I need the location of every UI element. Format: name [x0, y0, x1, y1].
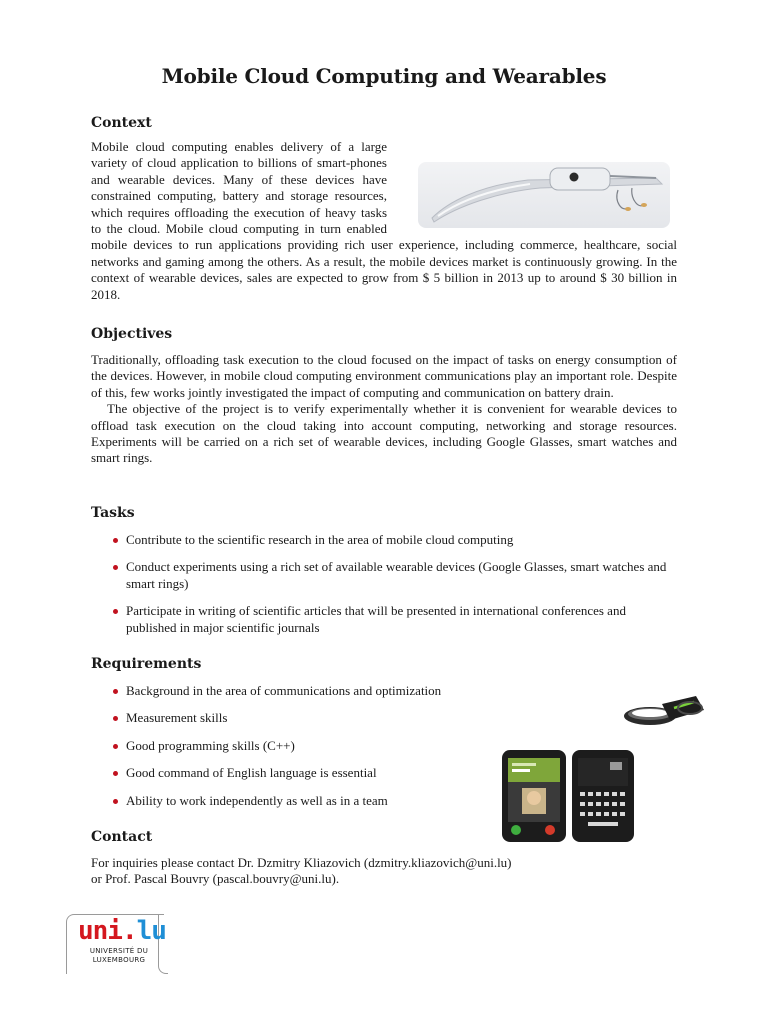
requirement-item: Ability to work independently as well as in a team	[113, 793, 513, 809]
objectives-body	[91, 352, 677, 467]
task-item: Participate in writing of scientific articles that will be presented in international conferences and published in major scientific journals	[113, 603, 677, 636]
document-page	[91, 62, 677, 887]
university-logo	[78, 916, 166, 964]
contact-line-2: or Prof. Pascal Bouvry (pascal.bouvry@uni.lu).	[91, 871, 340, 887]
task-item: Contribute to the scientific research in the area of mobile cloud computing	[113, 532, 677, 548]
requirements-list	[113, 683, 513, 820]
logo-wordmark	[78, 916, 166, 946]
contact-body	[91, 855, 677, 888]
requirement-item: Good command of English language is essential	[113, 765, 513, 781]
google-glass-image	[418, 162, 670, 228]
context-text: Mobile cloud computing enables delivery of a large variety of cloud application to billions of smart-phones and wearable devices. Many of these devices have constrained computing, battery and storage resources, which requires offloading the execution of heavy tasks to the cloud. Mobile cloud computing in turn enabled mobile devices to run applications providing rich user experience, including commerce, healthcare, social networks and gaming among the others. As a result, the mobile devices market is continuously growing. In the context of wearable devices, sales are expected to grow from $ 5 billion in 2013 up to around $ 30 billion in 2018.	[91, 139, 677, 302]
objectives-paragraph-2: The objective of the project is to verify experimentally whether it is convenient for wearable devices to offload task execution on the cloud taking into account computing, networking and storage resources. Experiments will be carried on a rich set of wearable devices, including Google Glasses, smart watches and smart rings.	[91, 401, 677, 466]
smart-ring-drawing	[618, 690, 708, 730]
logo-uni: uni	[78, 916, 122, 946]
tasks-heading: Tasks	[91, 505, 135, 521]
task-item: Conduct experiments using a rich set of available wearable devices (Google Glasses, smart watches and smart rings)	[113, 559, 677, 592]
logo-caption-line-1: UNIVERSITÉ DU	[89, 947, 149, 955]
contact-line-1: For inquiries please contact Dr. Dzmitry Kliazovich (dzmitry.kliazovich@uni.lu)	[91, 855, 512, 870]
logo-caption	[78, 947, 160, 964]
context-heading: Context	[91, 115, 152, 131]
contact-heading: Contact	[91, 829, 153, 845]
requirement-item: Measurement skills	[113, 710, 513, 726]
objectives-paragraph-1: Traditionally, offloading task execution to the cloud focused on the impact of tasks on energy consumption of the devices. However, in mobile cloud computing environment communications play an important role. Despite of this, few works jointly investigated the impact of computing and communication on battery drain.	[91, 352, 677, 400]
smart-ring-image	[618, 690, 708, 730]
logo-caption-line-2: LUXEMBOURG	[92, 955, 146, 964]
smart-watches-image	[500, 748, 636, 844]
logo-dot: .	[121, 916, 137, 946]
objectives-heading: Objectives	[91, 326, 173, 342]
tasks-list	[113, 532, 677, 647]
document-title: Mobile Cloud Computing and Wearables	[161, 64, 607, 88]
requirements-heading: Requirements	[91, 656, 202, 672]
smart-watches-drawing	[500, 748, 636, 844]
requirement-item: Background in the area of communications and optimization	[113, 683, 513, 699]
google-glass-drawing	[418, 162, 670, 228]
requirement-item: Good programming skills (C++)	[113, 738, 513, 754]
logo-lu: lu	[136, 916, 166, 946]
